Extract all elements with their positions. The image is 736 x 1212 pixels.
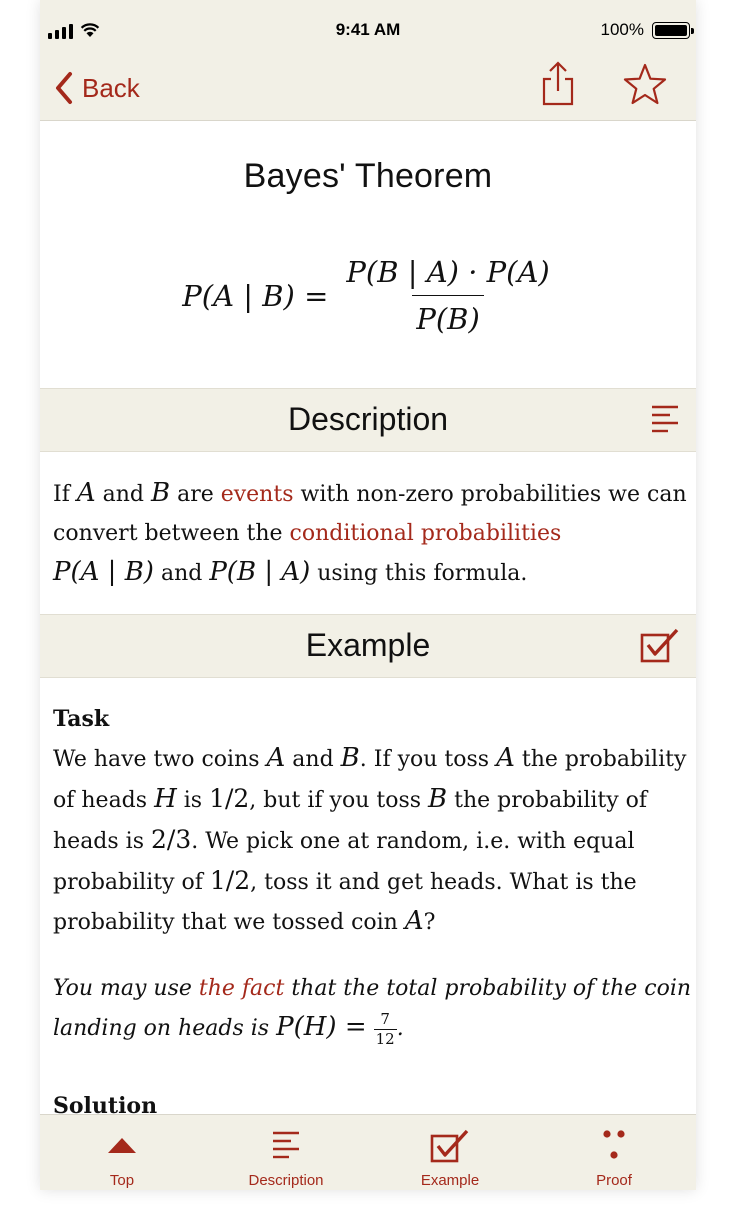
- text-segment: using this formula.: [310, 561, 528, 586]
- tab-bar: [40, 1114, 696, 1190]
- math-expression: P(A | B): [53, 557, 154, 587]
- text-lines-icon: [650, 403, 680, 435]
- description-header[interactable]: [40, 388, 696, 452]
- solution-section: [53, 1087, 693, 1114]
- text-segment: are: [170, 482, 221, 507]
- description-title: Description: [287, 401, 449, 437]
- checkbox-icon: [640, 627, 680, 663]
- text-segment: and: [153, 561, 210, 586]
- tab-top[interactable]: [40, 1115, 204, 1190]
- conditional-probabilities-link[interactable]: conditional probabilities: [289, 521, 562, 546]
- text-segment: and: [285, 747, 341, 772]
- content-area[interactable]: [40, 121, 696, 1114]
- math-variable: A: [496, 743, 515, 773]
- math-variable: A: [76, 478, 96, 508]
- back-button[interactable]: [54, 66, 140, 110]
- formula-denominator: P(B): [412, 295, 483, 336]
- math-number: 2/3: [151, 825, 192, 854]
- tab-description[interactable]: [204, 1115, 368, 1190]
- text-segment: the probability of heads is: [53, 788, 648, 854]
- status-bar: [40, 0, 696, 58]
- math-number: 1/2: [209, 784, 250, 813]
- share-icon: [536, 60, 580, 108]
- math-variable: B: [340, 743, 360, 773]
- tab-label: Proof: [596, 1172, 632, 1189]
- formula-fraction: [342, 255, 553, 336]
- text-segment: ?: [423, 910, 436, 935]
- bayes-formula: [40, 255, 696, 336]
- share-button[interactable]: [536, 60, 580, 112]
- text-segment: If: [53, 482, 77, 507]
- formula-lhs: P(A | B) =: [182, 278, 329, 313]
- events-link[interactable]: events: [220, 482, 294, 507]
- dots-icon: [598, 1129, 630, 1161]
- tab-label: Top: [109, 1172, 135, 1189]
- math-variable: B: [428, 784, 448, 814]
- text-segment: and: [95, 482, 151, 507]
- formula-numerator: P(B | A) · P(A): [346, 255, 550, 289]
- back-label: Back: [82, 72, 140, 103]
- text-segment: . We pick one at random, i.e. with equal probability of: [53, 829, 635, 895]
- phone-screen: [40, 0, 696, 1190]
- math-variable: B: [150, 478, 171, 508]
- text-segment: with non-zero probabilities we can convert between the: [53, 482, 687, 546]
- nav-bar: [40, 58, 696, 121]
- page-title: Bayes' Theorem: [243, 157, 493, 195]
- fraction-numerator: 7: [380, 1009, 390, 1028]
- task-title: Task: [53, 706, 110, 732]
- text-segment: We have two coins: [53, 747, 267, 772]
- text-segment: You may use: [53, 976, 199, 1001]
- example-task-text: [53, 700, 693, 942]
- tab-label: Description: [248, 1172, 324, 1189]
- math-variable: A: [266, 743, 286, 773]
- triangle-up-icon: [106, 1129, 138, 1159]
- math-expression: P(H) =: [276, 1012, 367, 1042]
- solution-title: Solution: [53, 1093, 158, 1114]
- math-expression: P(B | A): [209, 557, 311, 587]
- text-segment: that the total probability of the coin landing on heads is: [53, 976, 692, 1041]
- text-segment: is: [176, 788, 210, 813]
- tab-label: Example: [420, 1172, 480, 1189]
- text-segment: . If you toss: [359, 747, 497, 772]
- seven-twelfths-fraction: [374, 1011, 397, 1048]
- example-title: Example: [305, 627, 431, 663]
- description-text: [53, 474, 693, 593]
- text-segment: , but if you toss: [249, 788, 429, 813]
- example-header[interactable]: [40, 614, 696, 678]
- text-segment: , toss it and get heads. What is the probability that we tossed coin: [53, 870, 637, 935]
- text-segment: .: [396, 1016, 404, 1041]
- math-number: 1/2: [209, 866, 251, 895]
- tab-example[interactable]: [368, 1115, 532, 1190]
- star-icon: [622, 62, 668, 106]
- checkbox-icon: [430, 1129, 470, 1163]
- fraction-denominator: 12: [375, 1029, 395, 1048]
- math-variable: H: [154, 784, 177, 814]
- status-time: 9:41 AM: [335, 20, 401, 39]
- chevron-left-icon: [54, 71, 74, 105]
- math-variable: A: [404, 906, 424, 936]
- example-note: [53, 969, 693, 1048]
- the-fact-link[interactable]: the fact: [198, 976, 285, 1001]
- favorite-button[interactable]: [622, 62, 668, 110]
- tab-proof[interactable]: [532, 1115, 696, 1190]
- battery-percent: 100%: [600, 20, 644, 39]
- text-segment: the probability of heads: [53, 747, 687, 813]
- text-lines-icon: [270, 1129, 302, 1161]
- battery-icon: [652, 22, 690, 39]
